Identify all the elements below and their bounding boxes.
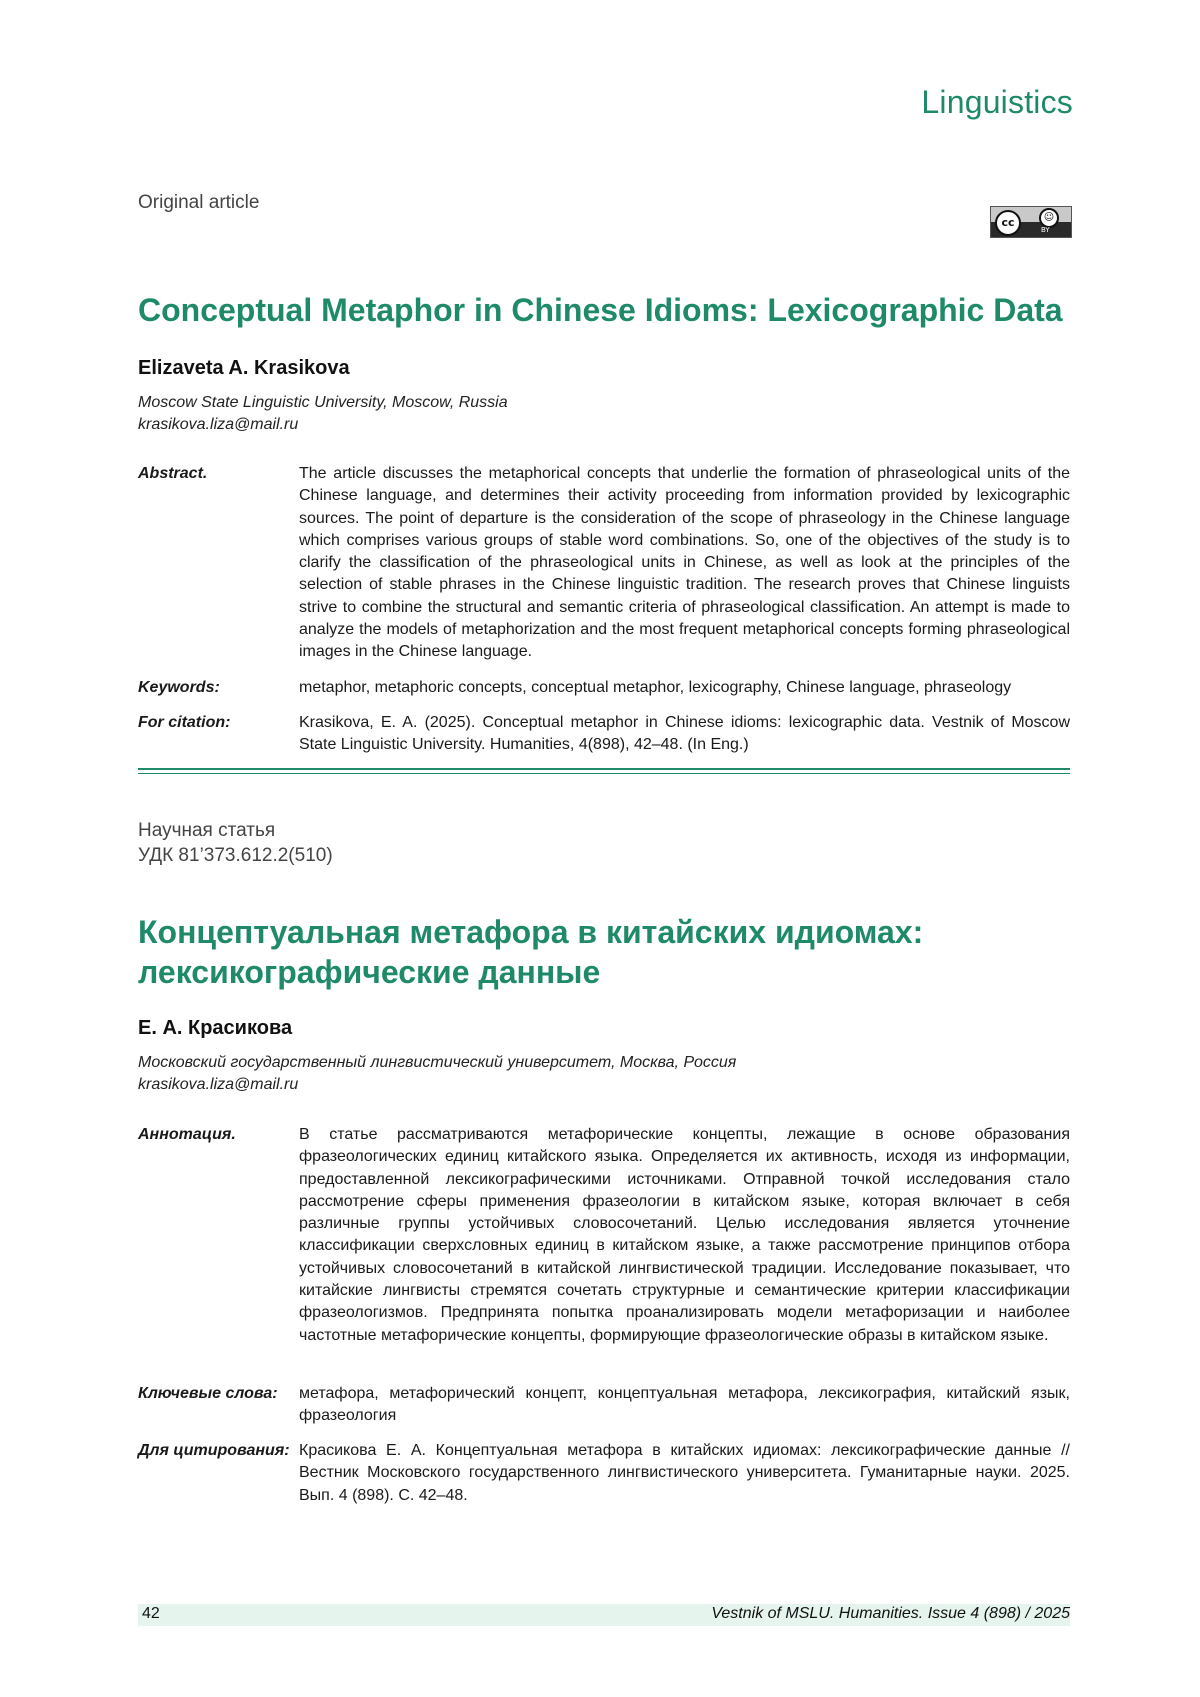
title-ru: Концептуальная метафора в китайских идиомах: лексикографические данные [138, 912, 923, 992]
author-ru: Е. А. Красикова [138, 1017, 292, 1040]
citation-text-ru: Красикова Е. А. Концептуальная метафора в китайских идиомах: лексикографические данные // Вестник Московского государственного лингвистического университета. Гуманитарные науки. 2025. Вып. 4 (898). С. 42–48. [299, 1440, 1070, 1507]
abstract-label-ru: Аннотация. [138, 1124, 236, 1146]
page-number: 42 [142, 1605, 160, 1623]
abstract-en [138, 463, 1070, 664]
citation-label-en: For citation: [138, 712, 230, 734]
cc-by-icon [990, 206, 1072, 238]
email-en[interactable]: krasikova.liza@mail.ru [138, 414, 508, 436]
abstract-ru [138, 1124, 1070, 1347]
keywords-text-ru: метафора, метафорический концепт, концептуальная метафора, лексикография, китайский язык, фразеология [299, 1383, 1070, 1428]
divider [138, 768, 1070, 770]
title-en: Conceptual Metaphor in Chinese Idioms: Lexicographic Data [138, 290, 1063, 330]
citation-en [138, 712, 1070, 757]
author-en: Elizaveta A. Krasikova [138, 357, 350, 380]
cc-icon: cc [995, 210, 1021, 236]
by-label: BY [1041, 226, 1050, 234]
journal-footer: Vestnik of MSLU. Humanities. Issue 4 (898) / 2025 [711, 1605, 1070, 1623]
divider-thin [138, 773, 1070, 774]
keywords-en [138, 677, 1070, 699]
section-label: Linguistics [921, 84, 1073, 121]
citation-text-en: Krasikova, E. A. (2025). Conceptual metaphor in Chinese idioms: lexicographic data. Vestnik of Moscow State Linguistic University. Humanities, 4(898), 42–48. (In Eng.) [299, 712, 1070, 757]
affiliation-en: Moscow State Linguistic University, Moscow, Russia krasikova.liza@mail.ru [138, 392, 508, 436]
abstract-text-en: The article discusses the metaphorical concepts that underlie the formation of phraseological units of the Chinese language, and determines their activity proceeding from information provided by lexicographic sources. The point of departure is the consideration of the scope of phraseology in the Chinese language which comprises various groups of stable word combinations. So, one of the objectives of the study is to clarify the classification of the phraseological units in Chinese, as well as look at the principles of the selection of stable phrases in the Chinese linguistic tradition. The research proves that Chinese linguists strive to combine the structural and semantic criteria of phraseological classification. An attempt is made to analyze the models of metaphorization and the most frequent metaphorical concepts forming phraseological images in the Chinese language. [299, 463, 1070, 664]
citation-label-ru: Для цитирования: [138, 1440, 290, 1462]
keywords-label-ru: Ключевые слова: [138, 1383, 278, 1405]
keywords-label-en: Keywords: [138, 677, 220, 699]
udc-code: УДК 81’373.612.2(510) [138, 843, 333, 868]
affiliation-ru: Московский государственный лингвистический университет, Москва, Россия krasikova.liza@mail.ru [138, 1052, 736, 1096]
citation-ru [138, 1440, 1070, 1507]
keywords-ru [138, 1383, 1070, 1428]
abstract-text-ru: В статье рассматриваются метафорические концепты, лежащие в основе образования фразеологических единиц китайского языка. Определяется их активность, исходя из информации, предоставленной лексикографическими источниками. Отправной точкой исследования стало рассмотрение сферы применения фразеологии в китайском языке, которая включает в себя различные группы устойчивых словосочетаний. Целью исследования является уточнение классификации сверхсловных единиц в китайском языке, а также рассмотрение принципов отбора устойчивых словосочетаний в китайской лингвистической традиции. Исследование показывает, что китайские лингвисты стремятся сочетать структурные и семантические критерии классификации фразеологизмов. Предпринята попытка проанализировать модели метафоризации и наиболее частотные метафорические концепты, формирующие фразеологические образы в китайском языке. [299, 1124, 1070, 1347]
email-ru[interactable]: krasikova.liza@mail.ru [138, 1074, 736, 1096]
article-type-en: Original article [138, 192, 259, 214]
person-icon: ☺ [1039, 208, 1059, 228]
abstract-label-en: Abstract. [138, 463, 207, 485]
article-type-ru: Научная статья [138, 818, 275, 843]
keywords-text-en: metaphor, metaphoric concepts, conceptual metaphor, lexicography, Chinese language, phraseology [299, 677, 1070, 699]
